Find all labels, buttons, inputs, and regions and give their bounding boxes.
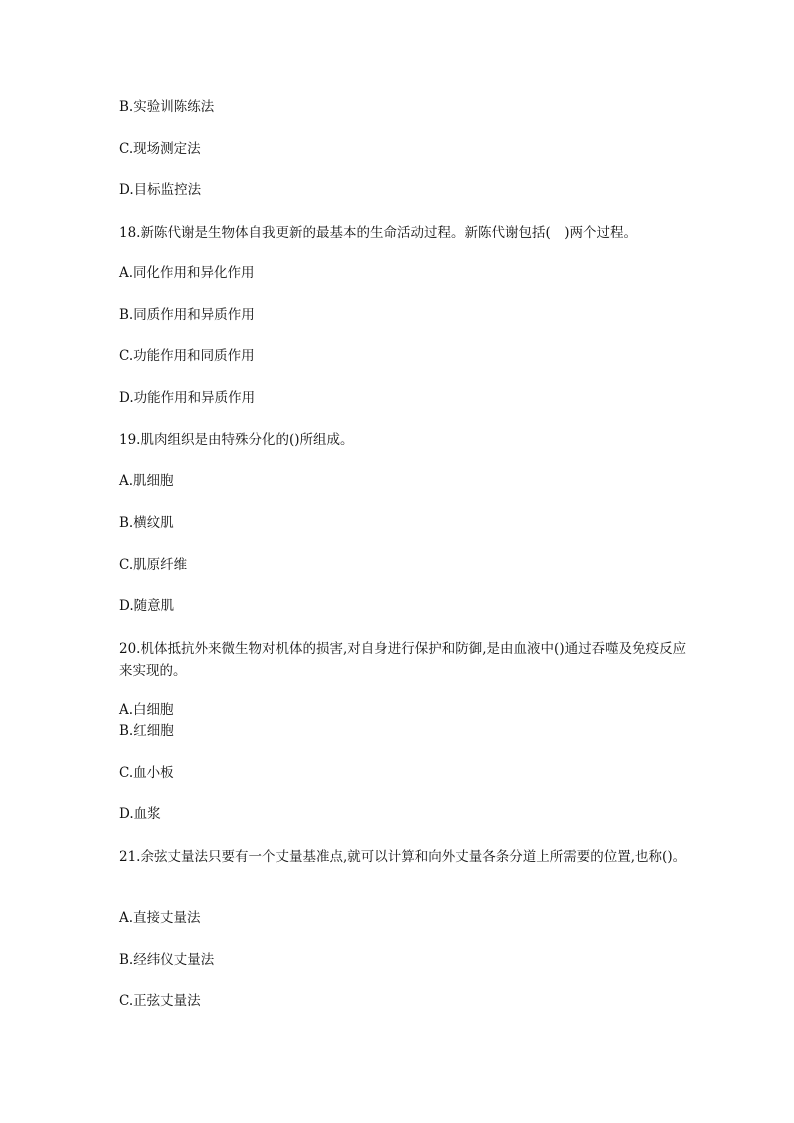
option-d-q17: D.目标监控法 [119,182,202,198]
option-d-q20: D.血浆 [119,806,161,822]
question-21: 21.余弦丈量法只要有一个丈量基准点,就可以计算和向外丈量各条分道上所需要的位置,也称()。 [119,849,687,865]
option-b-q17: B.实验训陈练法 [119,99,215,115]
question-20: 20.机体抵抗外来微生物对机体的损害,对自身进行保护和防御,是由血液中()通过吞噬及免疫反应来实现的。 [119,641,687,679]
option-b-q18: B.同质作用和异质作用 [119,307,255,323]
option-b-q19: B.横纹肌 [119,515,174,531]
option-b-q20: B.红细胞 [119,723,174,739]
option-b-q21: B.经纬仪丈量法 [119,952,215,968]
option-c-q18: C.功能作用和同质作用 [119,348,255,364]
option-a-q18: A.同化作用和异化作用 [119,265,255,281]
option-a-q20: A.白细胞 [119,702,174,718]
option-a-q19: A.肌细胞 [119,473,174,489]
option-c-q19: C.肌原纤维 [119,557,188,573]
option-c-q17: C.现场测定法 [119,141,201,157]
option-a-q21: A.直接丈量法 [119,910,201,926]
option-d-q18: D.功能作用和异质作用 [119,390,256,406]
option-c-q20: C.血小板 [119,765,174,781]
question-19: 19.肌肉组织是由特殊分化的()所组成。 [119,432,354,448]
question-18: 18.新陈代谢是生物体自我更新的最基本的生命活动过程。新陈代谢包括( )两个过程。 [119,225,638,241]
option-c-q21: C.正弦丈量法 [119,993,201,1009]
option-d-q19: D.随意肌 [119,598,175,614]
